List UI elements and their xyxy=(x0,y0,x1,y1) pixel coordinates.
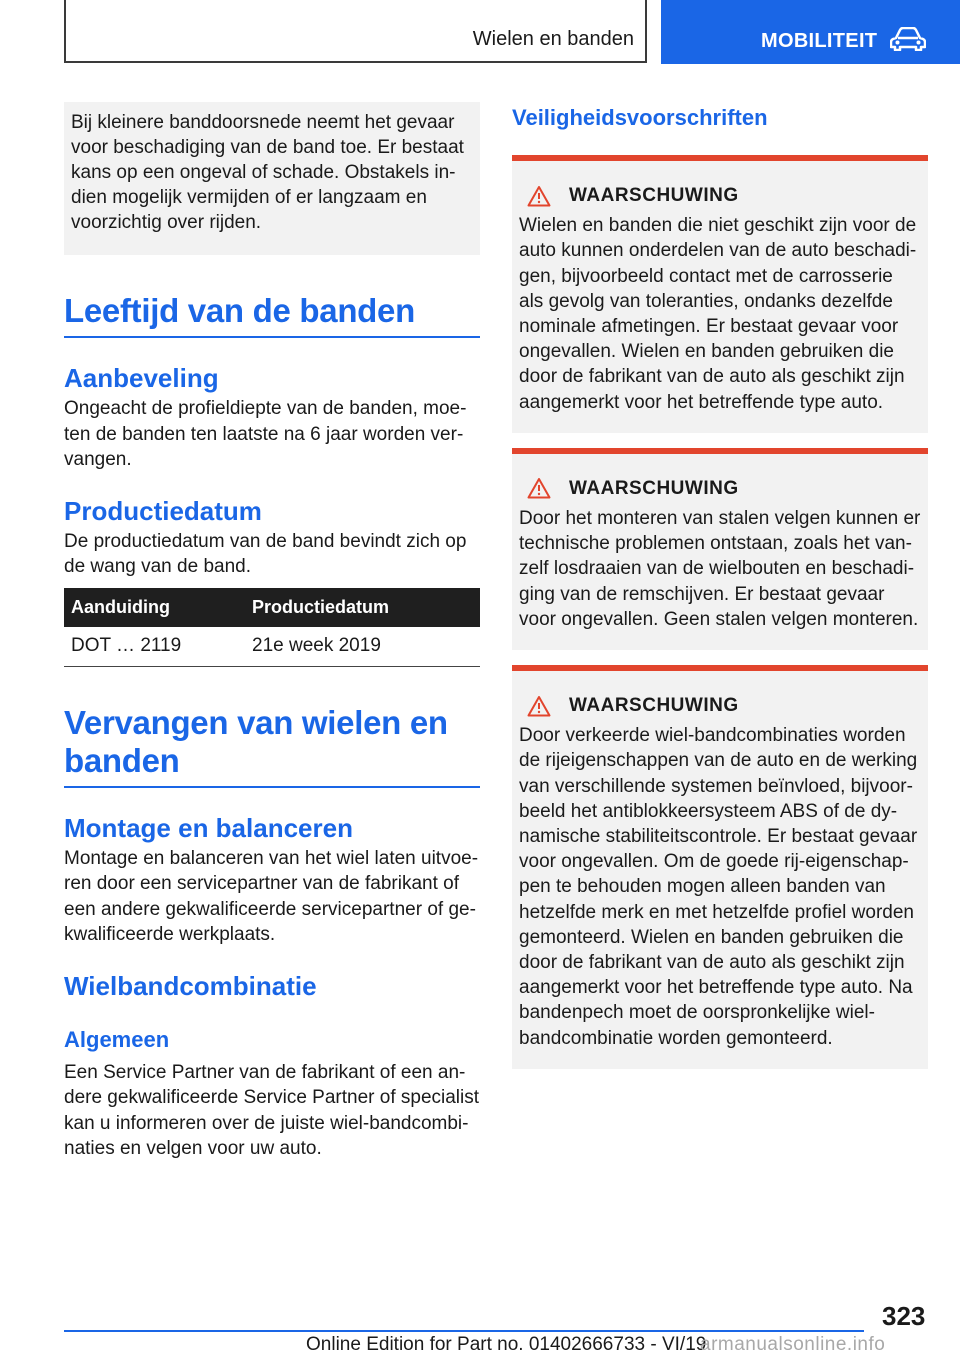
paragraph-mounting: Montage en balanceren van het wiel laten uitvoe‐ ren door een servicepartner van de fabrikant of een andere gekwalificeerde servicepartner of ge‐ kwalificeerde werkplaats. xyxy=(64,847,479,945)
heading-safety-rules: Veiligheidsvoorschriften xyxy=(512,105,768,130)
footer-watermark: armanualsonline.info xyxy=(700,1334,886,1355)
warning-triangle-icon xyxy=(527,477,551,499)
header-chapter-label: MOBILITEIT xyxy=(761,30,878,52)
warning-box xyxy=(512,665,928,1069)
warning-text: Wielen en banden die niet geschikt zijn voor de auto kunnen onderdelen van de auto beschadi‐ gen, bijvoorbeeld contact met de carrosserie als gevolg van toleranties, ondanks dezelfde nominale afmetingen. Er bestaat gevaar voor ongevallen. Wielen en banden gebruiken die door de fabrikant van de auto als geschikt zijn aangemerkt voor het betreffende type auto. xyxy=(519,215,917,413)
warning-text: Door verkeerde wiel-bandcombinaties worden de rijeigenschappen van de auto en de werking van verschillende systemen beïnvloed, bijvoor‐ beeld het antiblokkeersysteem ABS of de dy‐ namische stabiliteitscontrole. Er bestaat gevaar voor ongevallen. Om de goede rij-eigenschap‐ pen te behouden mogen alleen banden van hetzelfde merk en met hetzelfde profiel worden gemonteerd. Wielen en banden gebruiken die door de fabrikant van de auto als geschikt zijn aangemerkt voor het betreffende type auto. Na bandenpech moet de oorspronkelijke wiel- bandcombinatie worden gemonteerd. xyxy=(519,725,918,1049)
warning-title-row xyxy=(519,693,922,718)
heading-wheel-tire-combination: Wielbandcombinatie xyxy=(64,970,317,1001)
warning-title: WAARSCHUWING xyxy=(569,185,739,206)
table-row xyxy=(64,627,480,667)
production-date-table xyxy=(64,588,480,667)
warning-triangle-icon xyxy=(527,695,551,717)
warning-title-row xyxy=(519,183,922,208)
table-cell: 21e week 2019 xyxy=(245,627,480,667)
table-header-cell: Productiedatum xyxy=(245,588,480,627)
footer-edition: Online Edition for Part no. 01402666733 - VI/19 xyxy=(306,1334,707,1355)
heading-replace-wheels: Vervangen van wielen en banden xyxy=(64,704,480,788)
warning-text: Door het monteren van stalen velgen kunnen er technische problemen ontstaan, zoals het van‐ zelf losdraaien van de wielbouten en beschadi‐ ging van de remschijven. Er bestaat gevaar voor ongevallen. Geen stalen velgen monteren. xyxy=(519,508,921,630)
right-column xyxy=(512,100,928,1069)
warning-box xyxy=(512,448,928,650)
left-column xyxy=(64,102,480,1162)
warning-title-row xyxy=(519,476,922,501)
heading-mounting: Montage en balanceren xyxy=(64,812,353,843)
heading-recommendation: Aanbeveling xyxy=(64,363,219,393)
page-number: 323 xyxy=(882,1301,926,1331)
heading-production-date: Productiedatum xyxy=(64,495,262,526)
footer-divider xyxy=(64,1330,864,1332)
paragraph-production-date: De productiedatum van de band bevindt zich op de wang van de band. xyxy=(64,530,467,577)
table-header-cell: Aanduiding xyxy=(64,588,245,627)
warning-title: WAARSCHUWING xyxy=(569,695,739,717)
heading-general: Algemeen xyxy=(64,1026,170,1052)
warning-triangle-icon xyxy=(527,185,551,207)
note-box xyxy=(64,102,480,255)
paragraph-general: Een Service Partner van de fabrikant of een an‐ dere gekwalificeerde Service Partner of specialist kan u informeren over de juiste wiel-bandcombi‐ naties en velgen voor uw auto. xyxy=(64,1061,480,1159)
note-text: Bij kleinere banddoorsnede neemt het gevaar voor beschadiging van de band toe. Er bestaat kans op een ongeval of schade. Obstakels in‐ dien mogelijk vermijden of er langzaam en voorzichtig over rijden. xyxy=(71,112,464,233)
table-cell: DOT … 2119 xyxy=(64,627,245,667)
header-section-title: Wielen en banden xyxy=(472,28,634,50)
header-chapter-tab[interactable] xyxy=(661,0,960,64)
heading-tire-age: Leeftijd van de banden xyxy=(64,292,480,338)
car-icon xyxy=(890,27,926,51)
warning-box xyxy=(512,155,928,433)
paragraph-recommendation: Ongeacht de profieldiepte van de banden, moe‐ ten de banden ten laatste na 6 jaar worden ver‐ vangen. xyxy=(64,398,467,470)
warning-title: WAARSCHUWING xyxy=(569,477,739,499)
table-header-row xyxy=(64,588,480,627)
